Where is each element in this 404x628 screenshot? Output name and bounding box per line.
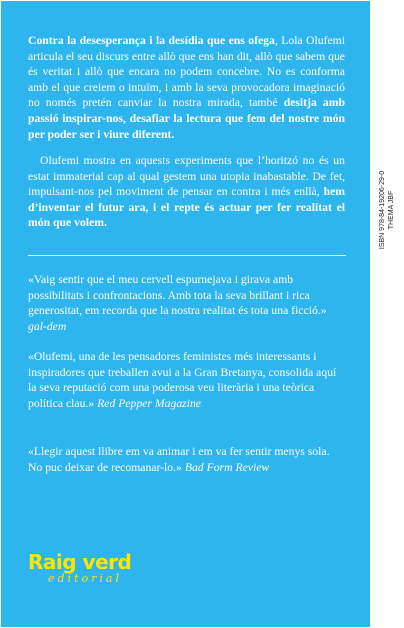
synopsis-2-bold-end: hem d’inventar el futur ara, i el repte és actuar per fer realitat el món que volem. [28, 185, 345, 230]
thema-code: THEMA JBF [388, 190, 395, 230]
isbn-number: ISBN 978-84-19206-29-0 [379, 170, 386, 250]
blurb-quote-1 [28, 272, 345, 334]
divider [28, 255, 346, 256]
blurb-3-text: «Llegir aquest llibre em va animar i em va fer sentir menys sola. No puc deixar de recomanar-lo.» [28, 445, 330, 474]
blurb-2-source: Red Pepper Magazine [97, 396, 201, 410]
blurb-3-source: Bad Form Review [184, 460, 270, 474]
synopsis-paragraph-2 [28, 153, 345, 231]
publisher-logo-sub: editorial [48, 572, 122, 585]
back-cover [1, 1, 370, 627]
synopsis-1-bold-end: desitja amb passió inspirar-nos, desafiar la lectura que fem del nostre món per poder ser i viure diferent. [28, 96, 345, 141]
blurb-2-text: «Olufemi, una de les pensadores feministes més interessants i inspiradores que treballen avui a la Gran Bretanya, consolida aquí la seva reputació com una poderosa veu literària i una teòrica política clau.» [28, 350, 337, 410]
spine-strip [370, 0, 404, 628]
synopsis-paragraph-1 [28, 33, 345, 142]
blurb-quote-3 [28, 444, 345, 475]
synopsis-1-text: , Lola Olufemi articula el seu discurs entre allò que ens han dit, allò que sabem que és veritat i allò que encara no podem concebre. No es conforma amb el que creiem o intuïm, i amb la seva provocadora imaginació no només pretén canviar la nostra mirada, també [28, 34, 345, 110]
blurb-1-text: «Vaig sentir que el meu cervell espurnejava i girava amb possibilitats i confrontacions. Amb tota la seva brillant i rica generositat, em recorda que la nostra realitat és tota una ficció.» [28, 273, 327, 318]
isbn-block [372, 110, 402, 310]
blurb-1-source: gal-dem [28, 319, 67, 333]
isbn-text [378, 171, 396, 249]
synopsis-2-text: Olufemi mostra en aquests experiments que l’horitzó no és un estat immaterial cap al qual gestem una utopia inabastable. De fet, impulsant-nos pel moviment de pensar en contra i més enllà, [28, 154, 345, 199]
synopsis-1-bold-lead: Contra la desesperança i la desídia que ens ofega [28, 34, 275, 47]
blurb-quote-2 [28, 349, 345, 411]
publisher-logo-name: Raig verd [28, 550, 132, 574]
publisher-logo [28, 551, 138, 595]
